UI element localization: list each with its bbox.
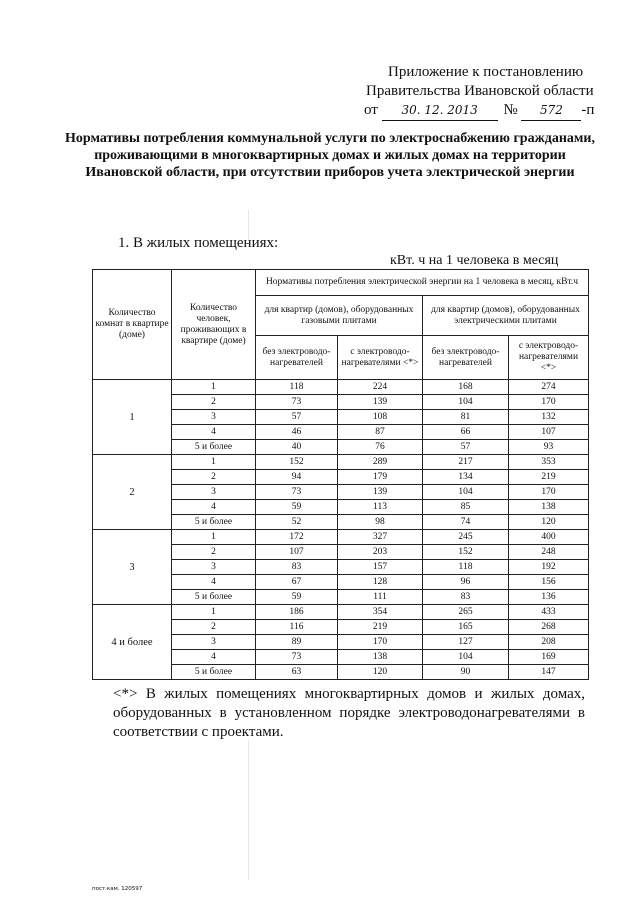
value-cell-el-without: 134 [423, 470, 509, 485]
norms-table [92, 269, 589, 680]
value-cell-el-without: 83 [423, 590, 509, 605]
value-cell-gas-with: 120 [338, 665, 423, 680]
rooms-cell: 1 [93, 380, 172, 455]
value-cell-el-without: 265 [423, 605, 509, 620]
value-cell-el-without: 74 [423, 515, 509, 530]
value-cell-gas-with: 139 [338, 485, 423, 500]
value-cell-gas-with: 289 [338, 455, 423, 470]
footnote [113, 685, 585, 742]
people-cell: 2 [172, 395, 256, 410]
value-cell-gas-without: 107 [256, 545, 338, 560]
col-header-people: Количество человек, проживающих в квартире (доме) [172, 270, 256, 380]
value-cell-gas-with: 76 [338, 440, 423, 455]
people-cell: 4 [172, 575, 256, 590]
rooms-cell: 3 [93, 530, 172, 605]
value-cell-gas-without: 59 [256, 590, 338, 605]
value-cell-el-with: 107 [509, 425, 589, 440]
value-cell-gas-without: 67 [256, 575, 338, 590]
table-row [93, 605, 589, 620]
table-row [93, 380, 589, 395]
value-cell-el-with: 156 [509, 575, 589, 590]
value-cell-gas-with: 157 [338, 560, 423, 575]
table-row [93, 530, 589, 545]
document-number: 572 [521, 100, 581, 121]
value-cell-gas-with: 327 [338, 530, 423, 545]
value-cell-el-without: 165 [423, 620, 509, 635]
people-cell: 2 [172, 470, 256, 485]
value-cell-gas-with: 203 [338, 545, 423, 560]
document-date: 30. 12. 2013 [382, 100, 498, 121]
value-cell-gas-with: 98 [338, 515, 423, 530]
value-cell-el-with: 433 [509, 605, 589, 620]
value-cell-gas-without: 89 [256, 635, 338, 650]
rooms-cell: 4 и более [93, 605, 172, 680]
value-cell-gas-without: 116 [256, 620, 338, 635]
units-label: кВт. ч на 1 человека в месяц [390, 253, 559, 268]
value-cell-el-without: 127 [423, 635, 509, 650]
value-cell-el-without: 168 [423, 380, 509, 395]
subheader-electric-with: с электроводо-нагревателями <*> [509, 336, 589, 380]
value-cell-el-without: 104 [423, 650, 509, 665]
header-line-1: Приложение к постановлению [388, 64, 584, 80]
value-cell-el-without: 104 [423, 485, 509, 500]
col-header-norms: Нормативы потребления электрической энергии на 1 человека в месяц, кВт.ч [256, 270, 589, 296]
value-cell-el-with: 192 [509, 560, 589, 575]
footnote-text: <*> В жилых помещениях многоквартирных домов и жилых домах, оборудованных в установленном порядке электроводонагревателями в соответствии с проектами. [113, 686, 585, 740]
value-cell-gas-with: 179 [338, 470, 423, 485]
value-cell-el-with: 170 [509, 395, 589, 410]
value-cell-gas-with: 138 [338, 650, 423, 665]
header-line-2: Правительства Ивановской области [366, 83, 594, 99]
value-cell-gas-without: 63 [256, 665, 338, 680]
value-cell-el-without: 245 [423, 530, 509, 545]
subheader-electric-without: без электроводо-нагревателей [423, 336, 509, 380]
value-cell-el-without: 90 [423, 665, 509, 680]
value-cell-el-with: 120 [509, 515, 589, 530]
value-cell-gas-without: 40 [256, 440, 338, 455]
value-cell-el-with: 138 [509, 500, 589, 515]
value-cell-gas-without: 118 [256, 380, 338, 395]
value-cell-gas-with: 219 [338, 620, 423, 635]
value-cell-gas-without: 83 [256, 560, 338, 575]
number-suffix: -п [581, 102, 595, 118]
value-cell-el-without: 81 [423, 410, 509, 425]
value-cell-gas-with: 113 [338, 500, 423, 515]
value-cell-gas-without: 73 [256, 395, 338, 410]
value-cell-gas-without: 152 [256, 455, 338, 470]
people-cell: 5 и более [172, 515, 256, 530]
value-cell-gas-without: 73 [256, 650, 338, 665]
value-cell-el-with: 147 [509, 665, 589, 680]
people-cell: 1 [172, 605, 256, 620]
people-cell: 4 [172, 650, 256, 665]
subheader-gas-with: с электроводо-нагревателями <*> [338, 336, 423, 380]
value-cell-gas-with: 224 [338, 380, 423, 395]
value-cell-el-with: 136 [509, 590, 589, 605]
value-cell-gas-without: 57 [256, 410, 338, 425]
people-cell: 2 [172, 545, 256, 560]
value-cell-el-without: 104 [423, 395, 509, 410]
value-cell-gas-without: 186 [256, 605, 338, 620]
value-cell-gas-with: 354 [338, 605, 423, 620]
people-cell: 3 [172, 635, 256, 650]
value-cell-gas-without: 59 [256, 500, 338, 515]
value-cell-gas-with: 111 [338, 590, 423, 605]
print-stamp: пост.кам. 120597 [92, 886, 143, 892]
document-title: Нормативы потребления коммунальной услуги по электроснабжению гражданами, проживающими в многоквартирных домах и жилых домах на территории Ивановской области, при отсутствии приборов учета электрической энергии [65, 131, 595, 180]
people-cell: 1 [172, 530, 256, 545]
people-cell: 3 [172, 410, 256, 425]
rooms-cell: 2 [93, 455, 172, 530]
value-cell-gas-without: 46 [256, 425, 338, 440]
value-cell-gas-with: 108 [338, 410, 423, 425]
value-cell-el-without: 118 [423, 560, 509, 575]
scan-artifact-line [248, 740, 249, 880]
value-cell-gas-with: 128 [338, 575, 423, 590]
group-header-electric: для квартир (домов), оборудованных электрическими плитами [423, 296, 589, 336]
value-cell-el-without: 217 [423, 455, 509, 470]
value-cell-el-with: 208 [509, 635, 589, 650]
group-header-gas: для квартир (домов), оборудованных газовыми плитами [256, 296, 423, 336]
value-cell-el-with: 274 [509, 380, 589, 395]
value-cell-el-without: 57 [423, 440, 509, 455]
people-cell: 1 [172, 455, 256, 470]
header-date-line [364, 100, 594, 121]
people-cell: 3 [172, 560, 256, 575]
value-cell-gas-without: 94 [256, 470, 338, 485]
section-heading: 1. В жилых помещениях: [118, 235, 279, 251]
value-cell-el-without: 66 [423, 425, 509, 440]
value-cell-gas-with: 170 [338, 635, 423, 650]
value-cell-gas-without: 52 [256, 515, 338, 530]
subheader-gas-without: без электроводо-нагревателей [256, 336, 338, 380]
value-cell-el-with: 248 [509, 545, 589, 560]
table-row [93, 455, 589, 470]
value-cell-el-with: 93 [509, 440, 589, 455]
people-cell: 5 и более [172, 440, 256, 455]
people-cell: 5 и более [172, 590, 256, 605]
people-cell: 5 и более [172, 665, 256, 680]
value-cell-el-with: 219 [509, 470, 589, 485]
number-label: № [503, 102, 518, 118]
value-cell-el-with: 169 [509, 650, 589, 665]
value-cell-gas-with: 139 [338, 395, 423, 410]
value-cell-el-with: 268 [509, 620, 589, 635]
value-cell-el-with: 400 [509, 530, 589, 545]
value-cell-el-without: 96 [423, 575, 509, 590]
value-cell-gas-without: 172 [256, 530, 338, 545]
value-cell-el-without: 85 [423, 500, 509, 515]
value-cell-el-without: 152 [423, 545, 509, 560]
value-cell-el-with: 170 [509, 485, 589, 500]
from-label: от [364, 102, 378, 118]
value-cell-el-with: 353 [509, 455, 589, 470]
value-cell-gas-with: 87 [338, 425, 423, 440]
people-cell: 1 [172, 380, 256, 395]
value-cell-gas-without: 73 [256, 485, 338, 500]
people-cell: 4 [172, 500, 256, 515]
people-cell: 3 [172, 485, 256, 500]
people-cell: 2 [172, 620, 256, 635]
value-cell-el-with: 132 [509, 410, 589, 425]
col-header-rooms: Количество комнат в квартире (доме) [93, 270, 172, 380]
norms-table-body [93, 380, 589, 680]
people-cell: 4 [172, 425, 256, 440]
